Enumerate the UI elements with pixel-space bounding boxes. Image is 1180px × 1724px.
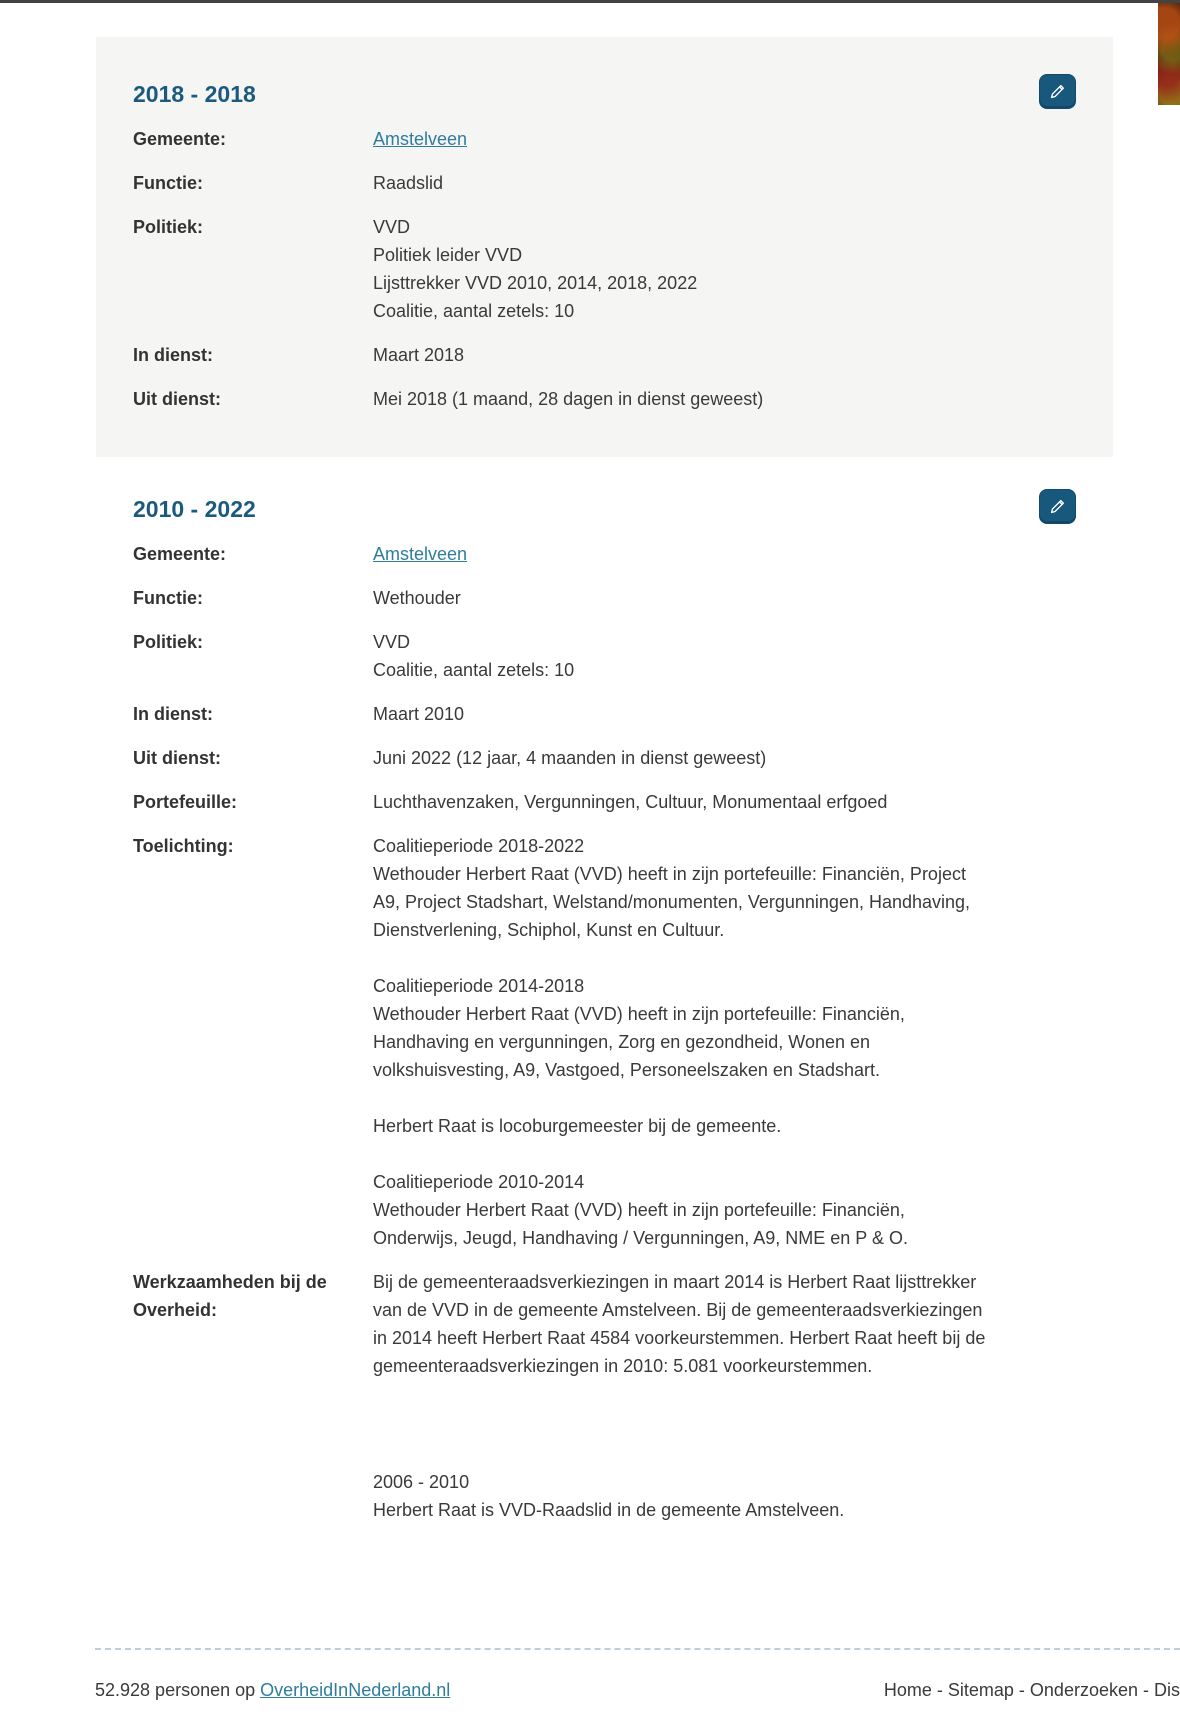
field-label: Politiek: [133, 632, 204, 652]
nav-separator: - [1138, 1680, 1154, 1700]
field-row-toelichting [133, 832, 1076, 1252]
field-label: Gemeente: [133, 129, 227, 149]
footer-link-sitemap[interactable]: Sitemap [947, 1680, 1014, 1700]
field-row-gemeente [133, 540, 1076, 568]
top-border-strip [0, 0, 1180, 3]
section-header [133, 79, 1076, 109]
field-label: Werkzaamheden bij de Overheid: [133, 1272, 327, 1320]
edit-button[interactable] [1039, 74, 1076, 109]
section-title-2010: 2010 - 2022 [133, 496, 256, 522]
value-line: Coalitie, aantal zetels: 10 [373, 660, 575, 680]
value-line: Herbert Raat is VVD-Raadslid in de gemeente Amstelveen. [373, 1500, 845, 1520]
field-value: Wethouder [373, 588, 461, 608]
field-label: Politiek: [133, 217, 204, 237]
field-row-politiek [133, 213, 1076, 325]
footer-link-home[interactable]: Home [883, 1680, 932, 1700]
value-line: Wethouder Herbert Raat (VVD) heeft in zijn portefeuille: Financiën, Handhaving en vergunningen, Zorg en gezondheid, Wonen en volkshuisvesting, A9, Vastgoed, Personeelszaken en Stadshart. [373, 1004, 905, 1080]
field-value: Raadslid [373, 173, 444, 193]
value-line: VVD [373, 217, 411, 237]
value-line: Wethouder Herbert Raat (VVD) heeft in zijn portefeuille: Financiën, Onderwijs, Jeugd, Handhaving / Vergunningen, A9, NME en P & O. [373, 1200, 908, 1248]
field-row-2006-2010 [133, 1468, 1076, 1524]
pencil-icon [1048, 497, 1067, 516]
toelichting-paragraph [373, 972, 993, 1084]
field-value: Mei 2018 (1 maand, 28 dagen in dienst geweest) [373, 389, 764, 409]
field-value [373, 213, 697, 325]
page-thumbnail-image [1158, 3, 1180, 105]
field-row-werkzaamheden [133, 1268, 1076, 1380]
field-value [373, 628, 574, 684]
site-link[interactable]: OverheidInNederland.nl [260, 1680, 451, 1700]
field-label: In dienst: [133, 704, 213, 724]
field-value [373, 832, 993, 1252]
field-label: Gemeente: [133, 544, 227, 564]
field-row-in-dienst [133, 700, 1076, 728]
nav-separator: - [1013, 1680, 1030, 1700]
field-value: Maart 2010 [373, 704, 465, 724]
section-title-2018: 2018 - 2018 [133, 81, 256, 107]
toelichting-paragraph [373, 832, 993, 944]
value-line: Wethouder Herbert Raat (VVD) heeft in zijn portefeuille: Financiën, Project A9, Project Stadshart, Welstand/monumenten, Vergunningen, Handhaving, Dienstverlening, Schiphol, Kunst en Cultuur. [373, 864, 971, 940]
value-line: Coalitieperiode 2018-2022 [373, 836, 585, 856]
field-row-in-dienst [133, 341, 1076, 369]
field-row-uit-dienst [133, 385, 1076, 413]
toelichting-paragraph [373, 1168, 993, 1252]
field-row-functie [133, 584, 1076, 612]
position-section-2010 [96, 494, 1113, 1524]
toelichting-paragraph [373, 1112, 993, 1140]
pencil-icon [1048, 82, 1067, 101]
gemeente-link[interactable]: Amstelveen [373, 129, 468, 149]
field-row-politiek [133, 628, 1076, 684]
value-line: Coalitieperiode 2014-2018 [373, 976, 585, 996]
section-header [133, 494, 1076, 524]
value-line: 2006 - 2010 [373, 1472, 470, 1492]
footer-link-onderzoeken[interactable]: Onderzoeken [1029, 1680, 1138, 1700]
field-row-uit-dienst [133, 744, 1076, 772]
value-line: Coalitie, aantal zetels: 10 [373, 301, 575, 321]
career-history-main [96, 37, 1113, 1524]
field-row-portefeuille [133, 788, 1076, 816]
value-line: Politiek leider VVD [373, 245, 523, 265]
edit-button[interactable] [1039, 489, 1076, 524]
value-line: Coalitieperiode 2010-2014 [373, 1172, 585, 1192]
value-line: Herbert Raat is locoburgemeester bij de gemeente. [373, 1116, 782, 1136]
field-row-functie [133, 169, 1076, 197]
footer-link-disclaimer[interactable]: Dis [1154, 1680, 1180, 1700]
page-footer [95, 1648, 1180, 1724]
field-value [373, 1468, 844, 1524]
field-label: In dienst: [133, 345, 213, 365]
value-line: VVD [373, 632, 411, 652]
person-count-text: 52.928 personen op [95, 1680, 261, 1700]
field-row-gemeente [133, 125, 1076, 153]
field-value: Maart 2018 [373, 345, 465, 365]
field-label: Functie: [133, 588, 203, 608]
field-label: Toelichting: [133, 836, 234, 856]
value-line: Lijsttrekker VVD 2010, 2014, 2018, 2022 [373, 273, 698, 293]
position-section-2018 [96, 37, 1113, 457]
gemeente-link[interactable]: Amstelveen [373, 544, 468, 564]
field-value: Bij de gemeenteraadsverkiezingen in maart 2014 is Herbert Raat lijsttrekker van de VVD in de gemeente Amstelveen. Bij de gemeenteraadsverkiezingen in 2014 heeft Herbert Raat 4584 voorkeurstemmen. Herbert Raat heeft bij de gemeenteraadsverkiezingen in 2010: 5.081 voorkeurstemmen. [373, 1272, 986, 1376]
field-value: Luchthavenzaken, Vergunningen, Cultuur, Monumentaal erfgoed [373, 792, 888, 812]
field-label: Portefeuille: [133, 792, 238, 812]
footer-content [95, 1676, 1180, 1704]
nav-separator: - [931, 1680, 948, 1700]
footer-nav [884, 1676, 1180, 1704]
field-label: Functie: [133, 173, 203, 193]
field-value: Juni 2022 (12 jaar, 4 maanden in dienst geweest) [373, 748, 767, 768]
person-count [95, 1676, 450, 1704]
field-label: Uit dienst: [133, 748, 221, 768]
field-label: Uit dienst: [133, 389, 221, 409]
